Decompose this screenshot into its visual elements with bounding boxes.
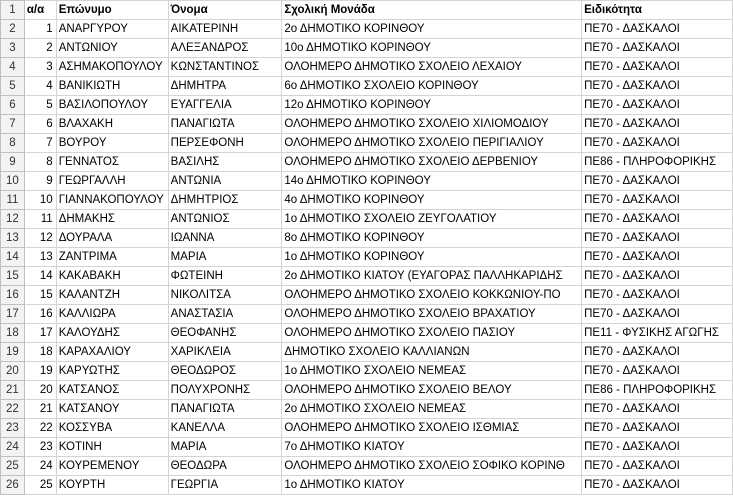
table-row	[1, 305, 733, 324]
cell-specialty[interactable]: ΠΕ70 - ΔΑΣΚΑΛΟΙ	[582, 77, 733, 96]
row-header[interactable]: 3	[1, 39, 25, 58]
cell-name[interactable]: ΠΑΝΑΓΙΩΤΑ	[168, 400, 282, 419]
table-row	[1, 77, 733, 96]
cell-name[interactable]: ΙΩΑΝΝΑ	[168, 229, 282, 248]
header-cell-name[interactable]: Όνομα	[168, 1, 282, 20]
cell-school[interactable]: ΟΛΟΗΜΕΡΟ ΔΗΜΟΤΙΚΟ ΣΧΟΛΕΙΟ ΙΣΘΜΙΑΣ	[282, 419, 582, 438]
row-header[interactable]: 21	[1, 381, 25, 400]
cell-name[interactable]: ΚΩΝΣΤΑΝΤΙΝΟΣ	[168, 58, 282, 77]
cell-surname[interactable]: ΔΗΜΑΚΗΣ	[56, 210, 168, 229]
cell-school[interactable]: ΟΛΟΗΜΕΡΟ ΔΗΜΟΤΙΚΟ ΣΧΟΛΕΙΟ ΧΙΛΙΟΜΟΔΙΟΥ	[282, 115, 582, 134]
cell-school[interactable]: 4ο ΔΗΜΟΤΙΚΟ ΚΟΡΙΝΘΟΥ	[282, 191, 582, 210]
cell-name[interactable]: ΠΑΝΑΓΙΩΤΑ	[168, 115, 282, 134]
cell-surname[interactable]: ΚΑΛΛΙΩΡΑ	[56, 305, 168, 324]
cell-school[interactable]: ΟΛΟΗΜΕΡΟ ΔΗΜΟΤΙΚΟ ΣΧΟΛΕΙΟ ΣΟΦΙΚΟ ΚΟΡΙΝΘ	[282, 457, 582, 476]
header-row	[1, 1, 733, 20]
cell-surname[interactable]: ΓΙΑΝΝΑΚΟΠΟΥΛΟΥ	[56, 191, 168, 210]
cell-school[interactable]: ΟΛΟΗΜΕΡΟ ΔΗΜΟΤΙΚΟ ΣΧΟΛΕΙΟ ΛΕΧΑΙΟΥ	[282, 58, 582, 77]
cell-specialty[interactable]: ΠΕ70 - ΔΑΣΚΑΛΟΙ	[582, 476, 733, 495]
table-row	[1, 191, 733, 210]
cell-surname[interactable]: ΚΑΡΑΧΑΛΙΟΥ	[56, 343, 168, 362]
cell-aa[interactable]: 6	[24, 115, 56, 134]
table-row	[1, 58, 733, 77]
table-row	[1, 20, 733, 39]
row-header[interactable]: 12	[1, 210, 25, 229]
header-cell-surname[interactable]: Επώνυμο	[56, 1, 168, 20]
row-header[interactable]: 25	[1, 457, 25, 476]
cell-specialty[interactable]: ΠΕ70 - ΔΑΣΚΑΛΟΙ	[582, 134, 733, 153]
cell-surname[interactable]: ΚΑΤΣΑΝΟΥ	[56, 400, 168, 419]
table-row	[1, 172, 733, 191]
cell-surname[interactable]: ΓΕΝΝΑΤΟΣ	[56, 153, 168, 172]
row-header[interactable]: 26	[1, 476, 25, 495]
cell-name[interactable]: ΑΝΤΩΝΙΑ	[168, 172, 282, 191]
cell-surname[interactable]: ΚΑΛΑΝΤΖΗ	[56, 286, 168, 305]
table-row	[1, 476, 733, 495]
table-row	[1, 343, 733, 362]
cell-name[interactable]: ΘΕΟΔΩΡΟΣ	[168, 362, 282, 381]
cell-name[interactable]: ΕΥΑΓΓΕΛΙΑ	[168, 96, 282, 115]
header-cell-school[interactable]: Σχολική Μονάδα	[282, 1, 582, 20]
row-header[interactable]: 7	[1, 115, 25, 134]
cell-school[interactable]: 6ο ΔΗΜΟΤΙΚΟ ΣΧΟΛΕΙΟ ΚΟΡΙΝΘΟΥ	[282, 77, 582, 96]
cell-specialty[interactable]: ΠΕ70 - ΔΑΣΚΑΛΟΙ	[582, 58, 733, 77]
cell-name[interactable]: ΑΝΑΣΤΑΣΙΑ	[168, 305, 282, 324]
table-row	[1, 248, 733, 267]
cell-school[interactable]: 8ο ΔΗΜΟΤΙΚΟ ΚΟΡΙΝΘΟΥ	[282, 229, 582, 248]
cell-name[interactable]: ΑΝΤΩΝΙΟΣ	[168, 210, 282, 229]
cell-aa[interactable]: 15	[24, 286, 56, 305]
cell-school[interactable]: 1ο ΔΗΜΟΤΙΚΟ ΚΟΡΙΝΘΟΥ	[282, 248, 582, 267]
table-row	[1, 324, 733, 343]
row-header[interactable]: 6	[1, 96, 25, 115]
table-row	[1, 400, 733, 419]
table-row	[1, 286, 733, 305]
cell-name[interactable]: ΓΕΩΡΓΙΑ	[168, 476, 282, 495]
cell-specialty[interactable]: ΠΕ70 - ΔΑΣΚΑΛΟΙ	[582, 305, 733, 324]
cell-specialty[interactable]: ΠΕ70 - ΔΑΣΚΑΛΟΙ	[582, 191, 733, 210]
row-header[interactable]: 14	[1, 248, 25, 267]
cell-surname[interactable]: ΑΣΗΜΑΚΟΠΟΥΛΟΥ	[56, 58, 168, 77]
cell-surname[interactable]: ΔΟΥΡΑΛΑ	[56, 229, 168, 248]
cell-specialty[interactable]: ΠΕ70 - ΔΑΣΚΑΛΟΙ	[582, 267, 733, 286]
row-header[interactable]: 23	[1, 419, 25, 438]
cell-school[interactable]: 2ο ΔΗΜΟΤΙΚΟ ΚΙΑΤΟΥ (ΕΥΑΓΟΡΑΣ ΠΑΛΛΗΚΑΡΙΔΗΣ	[282, 267, 582, 286]
row-header[interactable]: 10	[1, 172, 25, 191]
cell-name[interactable]: ΝΙΚΟΛΙΤΣΑ	[168, 286, 282, 305]
cell-specialty[interactable]: ΠΕ70 - ΔΑΣΚΑΛΟΙ	[582, 20, 733, 39]
cell-aa[interactable]: 10	[24, 191, 56, 210]
row-header[interactable]: 20	[1, 362, 25, 381]
cell-name[interactable]: ΔΗΜΗΤΡΙΟΣ	[168, 191, 282, 210]
cell-specialty[interactable]: ΠΕ70 - ΔΑΣΚΑΛΟΙ	[582, 39, 733, 58]
row-header[interactable]: 18	[1, 324, 25, 343]
cell-surname[interactable]: ΚΑΚΑΒΑΚΗ	[56, 267, 168, 286]
row-header[interactable]: 19	[1, 343, 25, 362]
cell-surname[interactable]: ΚΟΥΡΕΜΕΝΟΥ	[56, 457, 168, 476]
row-header[interactable]: 5	[1, 77, 25, 96]
cell-aa[interactable]: 2	[24, 39, 56, 58]
table-row	[1, 457, 733, 476]
cell-specialty[interactable]: ΠΕ70 - ΔΑΣΚΑΛΟΙ	[582, 172, 733, 191]
cell-surname[interactable]: ΚΑΛΟΥΔΗΣ	[56, 324, 168, 343]
cell-surname[interactable]: ΑΝΑΡΓΥΡΟΥ	[56, 20, 168, 39]
table-row	[1, 39, 733, 58]
cell-name[interactable]: ΑΛΕΞΑΝΔΡΟΣ	[168, 39, 282, 58]
cell-aa[interactable]: 13	[24, 248, 56, 267]
cell-name[interactable]: ΑΙΚΑΤΕΡΙΝΗ	[168, 20, 282, 39]
cell-school[interactable]: 14ο ΔΗΜΟΤΙΚΟ ΚΟΡΙΝΘΟΥ	[282, 172, 582, 191]
cell-surname[interactable]: ΚΟΥΡΤΗ	[56, 476, 168, 495]
cell-specialty[interactable]: ΠΕ70 - ΔΑΣΚΑΛΟΙ	[582, 400, 733, 419]
row-header[interactable]: 13	[1, 229, 25, 248]
table-row	[1, 134, 733, 153]
table-row	[1, 96, 733, 115]
cell-aa[interactable]: 5	[24, 96, 56, 115]
table-row	[1, 267, 733, 286]
cell-specialty[interactable]: ΠΕ70 - ΔΑΣΚΑΛΟΙ	[582, 115, 733, 134]
cell-specialty[interactable]: ΠΕ70 - ΔΑΣΚΑΛΟΙ	[582, 96, 733, 115]
cell-aa[interactable]: 16	[24, 305, 56, 324]
header-cell-aa[interactable]: α/α	[24, 1, 56, 20]
header-cell-specialty[interactable]: Ειδικότητα	[582, 1, 733, 20]
table-row	[1, 419, 733, 438]
cell-school[interactable]: 7ο ΔΗΜΟΤΙΚΟ ΚΙΑΤΟΥ	[282, 438, 582, 457]
row-header[interactable]: 11	[1, 191, 25, 210]
row-header[interactable]: 2	[1, 20, 25, 39]
cell-specialty[interactable]: ΠΕ70 - ΔΑΣΚΑΛΟΙ	[582, 419, 733, 438]
cell-surname[interactable]: ΚΑΤΣΑΝΟΣ	[56, 381, 168, 400]
cell-specialty[interactable]: ΠΕ70 - ΔΑΣΚΑΛΟΙ	[582, 343, 733, 362]
cell-surname[interactable]: ΒΑΣΙΛΟΠΟΥΛΟΥ	[56, 96, 168, 115]
cell-aa[interactable]: 12	[24, 229, 56, 248]
row-header[interactable]: 22	[1, 400, 25, 419]
table-row	[1, 210, 733, 229]
cell-surname[interactable]: ΓΕΩΡΓΑΛΛΗ	[56, 172, 168, 191]
row-header[interactable]: 8	[1, 134, 25, 153]
cell-school[interactable]: 2ο ΔΗΜΟΤΙΚΟ ΚΟΡΙΝΘΟΥ	[282, 20, 582, 39]
cell-surname[interactable]: ΑΝΤΩΝΙΟΥ	[56, 39, 168, 58]
table-row	[1, 381, 733, 400]
cell-school[interactable]: ΔΗΜΟΤΙΚΟ ΣΧΟΛΕΙΟ ΚΑΛΛΙΑΝΩΝ	[282, 343, 582, 362]
row-header[interactable]: 1	[1, 1, 25, 20]
cell-specialty[interactable]: ΠΕ11 - ΦΥΣΙΚΗΣ ΑΓΩΓΗΣ	[582, 324, 733, 343]
cell-aa[interactable]: 7	[24, 134, 56, 153]
cell-surname[interactable]: ΖΑΝΤΡΙΜΑ	[56, 248, 168, 267]
cell-name[interactable]: ΜΑΡΙΑ	[168, 248, 282, 267]
row-header[interactable]: 9	[1, 153, 25, 172]
cell-school[interactable]: 1ο ΔΗΜΟΤΙΚΟ ΣΧΟΛΕΙΟ ΖΕΥΓΟΛΑΤΙΟΥ	[282, 210, 582, 229]
table-row	[1, 229, 733, 248]
cell-surname[interactable]: ΒΑΝΙΚΙΩΤΗ	[56, 77, 168, 96]
cell-school[interactable]: 1ο ΔΗΜΟΤΙΚΟ ΣΧΟΛΕΙΟ ΝΕΜΕΑΣ	[282, 362, 582, 381]
row-header[interactable]: 16	[1, 286, 25, 305]
cell-aa[interactable]: 20	[24, 381, 56, 400]
cell-school[interactable]: 12ο ΔΗΜΟΤΙΚΟ ΚΟΡΙΝΘΟΥ	[282, 96, 582, 115]
cell-school[interactable]: ΟΛΟΗΜΕΡΟ ΔΗΜΟΤΙΚΟ ΣΧΟΛΕΙΟ ΒΕΛΟΥ	[282, 381, 582, 400]
cell-aa[interactable]: 1	[24, 20, 56, 39]
cell-aa[interactable]: 11	[24, 210, 56, 229]
cell-name[interactable]: ΜΑΡΙΑ	[168, 438, 282, 457]
cell-aa[interactable]: 4	[24, 77, 56, 96]
cell-name[interactable]: ΔΗΜΗΤΡΑ	[168, 77, 282, 96]
cell-surname[interactable]: ΚΟΣΣΥΒΑ	[56, 419, 168, 438]
cell-specialty[interactable]: ΠΕ70 - ΔΑΣΚΑΛΟΙ	[582, 438, 733, 457]
table-row	[1, 362, 733, 381]
table-row	[1, 438, 733, 457]
cell-name[interactable]: ΠΕΡΣΕΦΟΝΗ	[168, 134, 282, 153]
cell-school[interactable]: ΟΛΟΗΜΕΡΟ ΔΗΜΟΤΙΚΟ ΣΧΟΛΕΙΟ ΠΑΣΙΟΥ	[282, 324, 582, 343]
cell-specialty[interactable]: ΠΕ70 - ΔΑΣΚΑΛΟΙ	[582, 210, 733, 229]
cell-name[interactable]: ΚΑΝΕΛΛΑ	[168, 419, 282, 438]
cell-school[interactable]: ΟΛΟΗΜΕΡΟ ΔΗΜΟΤΙΚΟ ΣΧΟΛΕΙΟ ΒΡΑΧΑΤΙΟΥ	[282, 305, 582, 324]
cell-name[interactable]: ΧΑΡΙΚΛΕΙΑ	[168, 343, 282, 362]
cell-aa[interactable]: 25	[24, 476, 56, 495]
table-row	[1, 153, 733, 172]
cell-surname[interactable]: ΒΛΑΧΑΚΗ	[56, 115, 168, 134]
cell-school[interactable]: 10ο ΔΗΜΟΤΙΚΟ ΚΟΡΙΝΘΟΥ	[282, 39, 582, 58]
cell-specialty[interactable]: ΠΕ70 - ΔΑΣΚΑΛΟΙ	[582, 286, 733, 305]
table-row	[1, 115, 733, 134]
row-header[interactable]: 17	[1, 305, 25, 324]
cell-school[interactable]: 1ο ΔΗΜΟΤΙΚΟ ΚΙΑΤΟΥ	[282, 476, 582, 495]
row-header[interactable]: 15	[1, 267, 25, 286]
cell-aa[interactable]: 9	[24, 172, 56, 191]
row-header[interactable]: 24	[1, 438, 25, 457]
cell-school[interactable]: ΟΛΟΗΜΕΡΟ ΔΗΜΟΤΙΚΟ ΣΧΟΛΕΙΟ ΚΟΚΚΩΝΙΟΥ-ΠΟ	[282, 286, 582, 305]
cell-specialty[interactable]: ΠΕ70 - ΔΑΣΚΑΛΟΙ	[582, 362, 733, 381]
cell-aa[interactable]: 8	[24, 153, 56, 172]
cell-school[interactable]: ΟΛΟΗΜΕΡΟ ΔΗΜΟΤΙΚΟ ΣΧΟΛΕΙΟ ΠΕΡΙΓΙΑΛΙΟΥ	[282, 134, 582, 153]
cell-aa[interactable]: 3	[24, 58, 56, 77]
cell-specialty[interactable]: ΠΕ86 - ΠΛΗΡΟΦΟΡΙΚΗΣ	[582, 153, 733, 172]
cell-school[interactable]: ΟΛΟΗΜΕΡΟ ΔΗΜΟΤΙΚΟ ΣΧΟΛΕΙΟ ΔΕΡΒΕΝΙΟΥ	[282, 153, 582, 172]
cell-school[interactable]: 2ο ΔΗΜΟΤΙΚΟ ΣΧΟΛΕΙΟ ΝΕΜΕΑΣ	[282, 400, 582, 419]
cell-name[interactable]: ΘΕΟΔΩΡΑ	[168, 457, 282, 476]
cell-aa[interactable]: 19	[24, 362, 56, 381]
cell-aa[interactable]: 22	[24, 419, 56, 438]
cell-name[interactable]: ΘΕΟΦΑΝΗΣ	[168, 324, 282, 343]
cell-name[interactable]: ΦΩΤΕΙΝΗ	[168, 267, 282, 286]
cell-specialty[interactable]: ΠΕ70 - ΔΑΣΚΑΛΟΙ	[582, 248, 733, 267]
cell-aa[interactable]: 18	[24, 343, 56, 362]
row-header[interactable]: 4	[1, 58, 25, 77]
cell-aa[interactable]: 23	[24, 438, 56, 457]
cell-surname[interactable]: ΒΟΥΡΟΥ	[56, 134, 168, 153]
cell-surname[interactable]: ΚΑΡΥΩΤΗΣ	[56, 362, 168, 381]
cell-surname[interactable]: ΚΟΤΙΝΗ	[56, 438, 168, 457]
cell-aa[interactable]: 14	[24, 267, 56, 286]
cell-aa[interactable]: 17	[24, 324, 56, 343]
cell-specialty[interactable]: ΠΕ70 - ΔΑΣΚΑΛΟΙ	[582, 457, 733, 476]
cell-aa[interactable]: 24	[24, 457, 56, 476]
cell-name[interactable]: ΒΑΣΙΛΗΣ	[168, 153, 282, 172]
cell-name[interactable]: ΠΟΛΥΧΡΟΝΗΣ	[168, 381, 282, 400]
cell-specialty[interactable]: ΠΕ70 - ΔΑΣΚΑΛΟΙ	[582, 229, 733, 248]
cell-specialty[interactable]: ΠΕ86 - ΠΛΗΡΟΦΟΡΙΚΗΣ	[582, 381, 733, 400]
cell-aa[interactable]: 21	[24, 400, 56, 419]
